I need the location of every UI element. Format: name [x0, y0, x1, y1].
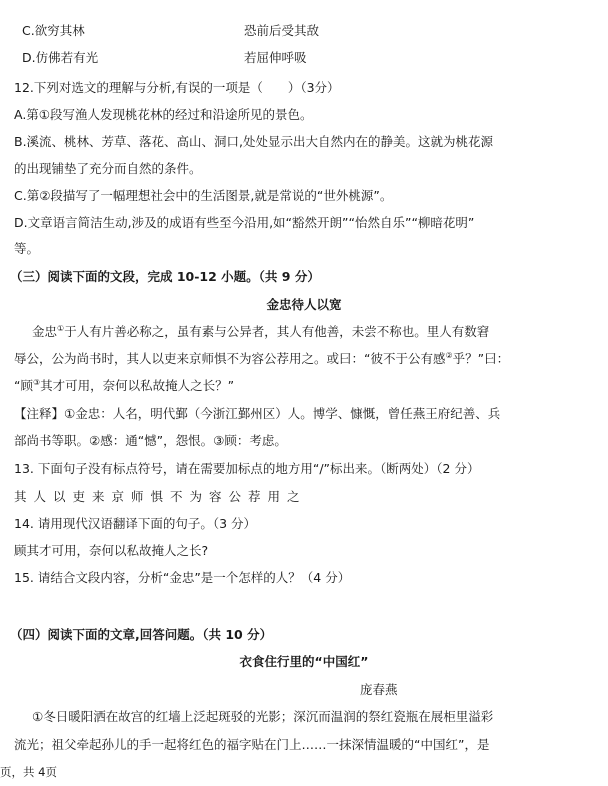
article-line-1: ①冬日暖阳洒在故宫的红墙上泛起斑驳的光影；深沉而温润的祭红瓷瓶在展柜里溢彩 — [32, 709, 494, 724]
section-4-title: 衣食住行里的“中国红” — [239, 654, 369, 669]
question-14-sentence: 顾其才可用，奈何以私故掩人之长? — [14, 543, 209, 558]
question-12-option-b-line1: B.溪流、桃林、芳草、落花、高山、洞口,处处显示出大自然内在的静美。这就为桃花源 — [14, 134, 494, 149]
question-15: 15. 请结合文段内容，分析“金忠”是一个怎样的人？（4 分） — [14, 570, 351, 585]
question-13-sentence: 其人以吏来京师惧不为容公荐用之 — [14, 489, 307, 504]
option-c-left: C.欲穷其林 — [22, 23, 85, 38]
question-12-option-d-line2: 等。 — [14, 241, 40, 256]
section-3-title: 金忠待人以宽 — [266, 297, 342, 312]
option-d-right: 若屈伸呼吸 — [244, 50, 307, 65]
section-3-heading: （三）阅读下面的文段，完成 10-12 小题。（共 9 分） — [10, 269, 320, 284]
question-12-stem: 12.下列对选文的理解与分析,有误的一项是（ ）（3分） — [14, 80, 340, 95]
annotation-line-2: 部尚书等职。②感：通“憾”，怨恨。③顾：考虑。 — [14, 433, 287, 448]
question-12-option-b-line2: 的出现铺垫了充分而自然的条件。 — [14, 161, 202, 176]
passage-line-3: “顾③其才可用，奈何以私故掩人之长？” — [14, 377, 235, 393]
option-c-right: 恐前后受其敌 — [244, 23, 320, 38]
passage-line-2: 辱公，公为尚书时，其人以吏来京师惧不为容公荐用之。或曰：“彼不于公有感②乎？”曰： — [14, 350, 510, 366]
article-line-2: 流光；祖父牵起孙儿的手一起将红色的福字贴在门上……一抹深情温暖的“中国红”，是 — [14, 737, 490, 752]
question-12-option-a: A.第①段写渔人发现桃花林的经过和沿途所见的景色。 — [14, 107, 313, 122]
question-13: 13. 下面句子没有标点符号，请在需要加标点的地方用“/”标出来。（断两处）（2 分） — [14, 461, 480, 476]
question-12-option-c: C.第②段描写了一幅理想社会中的生活图景,就是常说的“世外桃源”。 — [14, 188, 393, 203]
passage-line-1: 金忠①于人有片善必称之，虽有素与公异者，其人有他善，未尝不称也。里人有数窘 — [32, 323, 490, 339]
option-d-left: D.仿佛若有光 — [22, 50, 99, 65]
section-4-heading: （四）阅读下面的文章,回答问题。（共 10 分） — [10, 627, 273, 642]
question-12-option-d-line1: D.文章语言简洁生动,涉及的成语有些至今沿用,如“豁然开朗”“怡然自乐”“柳暗花明” — [14, 215, 475, 230]
page-footer: 页，共 4页 — [0, 765, 57, 779]
question-14: 14. 请用现代汉语翻译下面的句子。（3 分） — [14, 516, 257, 531]
annotation-line-1: 【注释】①金忠：人名，明代鄞（今浙江鄞州区）人。博学、慷慨，曾任燕王府纪善、兵 — [14, 406, 501, 421]
article-author: 庞春燕 — [360, 682, 398, 697]
